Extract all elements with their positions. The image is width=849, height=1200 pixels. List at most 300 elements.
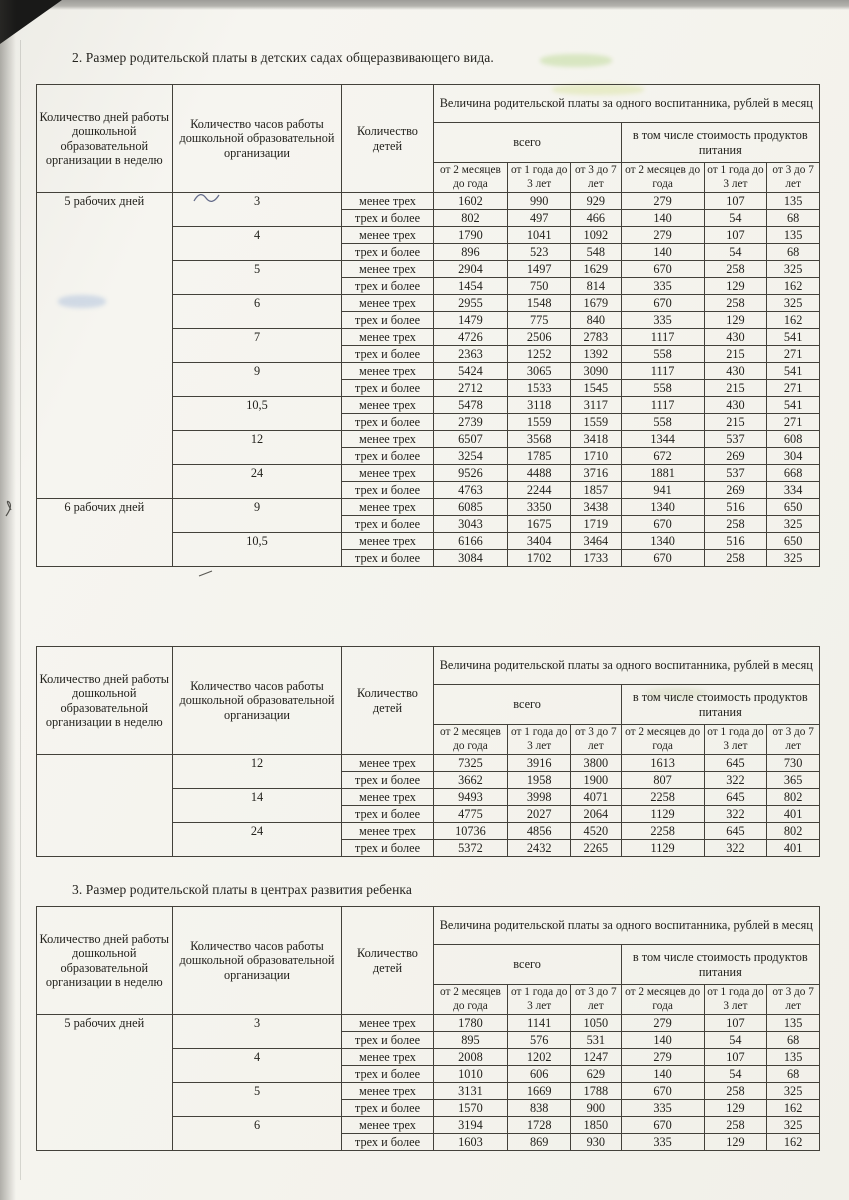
children-count-cell: менее трех	[342, 1049, 433, 1066]
value-cell: 670	[621, 1083, 704, 1100]
value-cell: 541	[767, 397, 820, 414]
value-cell: 162	[767, 1100, 820, 1117]
value-cell: 140	[621, 244, 704, 261]
value-cell: 1392	[571, 346, 622, 363]
header-age-1-3: от 1 года до 3 лет	[508, 725, 571, 755]
header-age-0-1: от 2 месяцев до года	[621, 985, 704, 1015]
header-hours: Количество часов работы дошкольной образовательной организации	[172, 85, 342, 193]
value-cell: 6507	[433, 431, 508, 448]
header-days: Количество дней работы дошкольной образовательной организации в неделю	[37, 85, 173, 193]
table-row	[37, 499, 820, 516]
value-cell: 1788	[571, 1083, 622, 1100]
value-cell: 1785	[508, 448, 571, 465]
value-cell: 334	[767, 482, 820, 499]
value-cell: 1041	[508, 227, 571, 244]
value-cell: 1129	[621, 806, 704, 823]
value-cell: 802	[767, 789, 820, 806]
value-cell: 2244	[508, 482, 571, 499]
value-cell: 258	[704, 1083, 767, 1100]
header-payment: Величина родительской платы за одного воспитанника, рублей в месяц	[433, 907, 819, 945]
value-cell: 5478	[433, 397, 508, 414]
children-count-cell: менее трех	[342, 295, 433, 312]
value-cell: 3084	[433, 550, 508, 567]
value-cell: 1728	[508, 1117, 571, 1134]
value-cell: 107	[704, 1049, 767, 1066]
hours-cell: 10,5	[172, 533, 342, 567]
hours-cell: 9	[172, 499, 342, 533]
value-cell: 672	[621, 448, 704, 465]
hours-cell: 5	[172, 261, 342, 295]
value-cell: 135	[767, 227, 820, 244]
value-cell: 9526	[433, 465, 508, 482]
days-cell: 5 рабочих дней	[37, 1015, 173, 1151]
hours-cell: 5	[172, 1083, 342, 1117]
value-cell: 1790	[433, 227, 508, 244]
header-hours: Количество часов работы дошкольной образовательной организации	[172, 907, 342, 1015]
rates-table-continuation	[36, 646, 820, 857]
value-cell: 1603	[433, 1134, 508, 1151]
value-cell: 2258	[621, 789, 704, 806]
value-cell: 3194	[433, 1117, 508, 1134]
value-cell: 838	[508, 1100, 571, 1117]
header-age-3-7: от 3 до 7 лет	[767, 985, 820, 1015]
value-cell: 3131	[433, 1083, 508, 1100]
value-cell: 3118	[508, 397, 571, 414]
value-cell: 325	[767, 1083, 820, 1100]
value-cell: 606	[508, 1066, 571, 1083]
value-cell: 5424	[433, 363, 508, 380]
value-cell: 3350	[508, 499, 571, 516]
value-cell: 2258	[621, 823, 704, 840]
value-cell: 645	[704, 789, 767, 806]
value-cell: 1202	[508, 1049, 571, 1066]
value-cell: 279	[621, 1049, 704, 1066]
value-cell: 1344	[621, 431, 704, 448]
header-hours: Количество часов работы дошкольной образовательной организации	[172, 647, 342, 755]
children-count-cell: трех и более	[342, 1134, 433, 1151]
header-age-0-1: от 2 месяцев до года	[621, 163, 704, 193]
value-cell: 335	[621, 278, 704, 295]
value-cell: 271	[767, 414, 820, 431]
value-cell: 1559	[571, 414, 622, 431]
children-count-cell: менее трех	[342, 465, 433, 482]
value-cell: 54	[704, 1066, 767, 1083]
value-cell: 1857	[571, 482, 622, 499]
value-cell: 2027	[508, 806, 571, 823]
hours-cell: 4	[172, 1049, 342, 1083]
header-age-0-1: от 2 месяцев до года	[621, 725, 704, 755]
value-cell: 129	[704, 312, 767, 329]
children-count-cell: трех и более	[342, 840, 433, 857]
value-cell: 258	[704, 261, 767, 278]
value-cell: 895	[433, 1032, 508, 1049]
header-children: Количество детей	[342, 647, 433, 755]
value-cell: 3254	[433, 448, 508, 465]
value-cell: 645	[704, 823, 767, 840]
children-count-cell: менее трех	[342, 193, 433, 210]
value-cell: 3662	[433, 772, 508, 789]
value-cell: 668	[767, 465, 820, 482]
value-cell: 269	[704, 448, 767, 465]
value-cell: 558	[621, 414, 704, 431]
value-cell: 54	[704, 210, 767, 227]
children-count-cell: трех и более	[342, 210, 433, 227]
value-cell: 1117	[621, 329, 704, 346]
value-cell: 670	[621, 295, 704, 312]
table-row	[37, 755, 820, 772]
header-age-0-1: от 2 месяцев до года	[433, 725, 508, 755]
section-2-title: 2. Размер родительской платы в детских садах общеразвивающего вида.	[72, 50, 494, 65]
value-cell: 1092	[571, 227, 622, 244]
value-cell: 576	[508, 1032, 571, 1049]
value-cell: 1675	[508, 516, 571, 533]
value-cell: 941	[621, 482, 704, 499]
value-cell: 107	[704, 1015, 767, 1032]
children-count-cell: менее трех	[342, 227, 433, 244]
value-cell: 215	[704, 414, 767, 431]
value-cell: 430	[704, 329, 767, 346]
value-cell: 1669	[508, 1083, 571, 1100]
header-age-1-3: от 1 года до 3 лет	[704, 725, 767, 755]
value-cell: 1881	[621, 465, 704, 482]
value-cell: 140	[621, 1032, 704, 1049]
value-cell: 3090	[571, 363, 622, 380]
value-cell: 2904	[433, 261, 508, 278]
value-cell: 1479	[433, 312, 508, 329]
value-cell: 9493	[433, 789, 508, 806]
header-age-3-7: от 3 до 7 лет	[767, 163, 820, 193]
scanner-edge-band	[0, 0, 849, 10]
value-cell: 3716	[571, 465, 622, 482]
value-cell: 54	[704, 1032, 767, 1049]
pen-mark-icon	[198, 565, 214, 583]
value-cell: 279	[621, 227, 704, 244]
value-cell: 4726	[433, 329, 508, 346]
value-cell: 325	[767, 261, 820, 278]
value-cell: 3043	[433, 516, 508, 533]
value-cell: 516	[704, 533, 767, 550]
value-cell: 4856	[508, 823, 571, 840]
value-cell: 930	[571, 1134, 622, 1151]
value-cell: 1719	[571, 516, 622, 533]
children-count-cell: менее трех	[342, 397, 433, 414]
value-cell: 1900	[571, 772, 622, 789]
value-cell: 896	[433, 244, 508, 261]
value-cell: 6166	[433, 533, 508, 550]
children-count-cell: трех и более	[342, 1066, 433, 1083]
value-cell: 814	[571, 278, 622, 295]
value-cell: 1117	[621, 363, 704, 380]
value-cell: 802	[433, 210, 508, 227]
value-cell: 4775	[433, 806, 508, 823]
value-cell: 3800	[571, 755, 622, 772]
header-food: в том числе стоимость продуктов питания	[621, 685, 819, 725]
value-cell: 271	[767, 346, 820, 363]
value-cell: 670	[621, 1117, 704, 1134]
children-count-cell: трех и более	[342, 482, 433, 499]
value-cell: 215	[704, 380, 767, 397]
children-count-cell: менее трех	[342, 533, 433, 550]
hours-cell: 12	[172, 431, 342, 465]
value-cell: 322	[704, 840, 767, 857]
value-cell: 5372	[433, 840, 508, 857]
value-cell: 135	[767, 1015, 820, 1032]
section-3-title: 3. Размер родительской платы в центрах развития ребенка	[72, 882, 412, 897]
value-cell: 650	[767, 499, 820, 516]
value-cell: 775	[508, 312, 571, 329]
value-cell: 750	[508, 278, 571, 295]
hours-cell: 24	[172, 465, 342, 499]
value-cell: 325	[767, 1117, 820, 1134]
value-cell: 4071	[571, 789, 622, 806]
value-cell: 523	[508, 244, 571, 261]
value-cell: 2008	[433, 1049, 508, 1066]
children-count-cell: трех и более	[342, 346, 433, 363]
header-days: Количество дней работы дошкольной образовательной организации в неделю	[37, 647, 173, 755]
value-cell: 279	[621, 1015, 704, 1032]
hours-cell: 7	[172, 329, 342, 363]
table-row	[37, 1015, 820, 1032]
value-cell: 304	[767, 448, 820, 465]
header-age-1-3: от 1 года до 3 лет	[508, 985, 571, 1015]
value-cell: 269	[704, 482, 767, 499]
value-cell: 335	[621, 1100, 704, 1117]
children-count-cell: трех и более	[342, 806, 433, 823]
header-age-3-7: от 3 до 7 лет	[571, 163, 622, 193]
value-cell: 107	[704, 227, 767, 244]
value-cell: 135	[767, 1049, 820, 1066]
value-cell: 68	[767, 244, 820, 261]
header-total: всего	[433, 685, 621, 725]
value-cell: 140	[621, 210, 704, 227]
value-cell: 107	[704, 193, 767, 210]
value-cell: 730	[767, 755, 820, 772]
value-cell: 2265	[571, 840, 622, 857]
value-cell: 558	[621, 380, 704, 397]
value-cell: 430	[704, 363, 767, 380]
value-cell: 629	[571, 1066, 622, 1083]
hours-cell: 14	[172, 789, 342, 823]
header-age-0-1: от 2 месяцев до года	[433, 163, 508, 193]
value-cell: 869	[508, 1134, 571, 1151]
value-cell: 322	[704, 772, 767, 789]
header-children: Количество детей	[342, 85, 433, 193]
value-cell: 68	[767, 1066, 820, 1083]
children-count-cell: трех и более	[342, 516, 433, 533]
value-cell: 670	[621, 261, 704, 278]
value-cell: 325	[767, 550, 820, 567]
value-cell: 3065	[508, 363, 571, 380]
value-cell: 4763	[433, 482, 508, 499]
header-days: Количество дней работы дошкольной образовательной организации в неделю	[37, 907, 173, 1015]
hours-cell: 6	[172, 295, 342, 329]
hours-cell: 10,5	[172, 397, 342, 431]
value-cell: 1340	[621, 499, 704, 516]
value-cell: 215	[704, 346, 767, 363]
value-cell: 1454	[433, 278, 508, 295]
value-cell: 2712	[433, 380, 508, 397]
value-cell: 900	[571, 1100, 622, 1117]
value-cell: 466	[571, 210, 622, 227]
children-count-cell: менее трех	[342, 1015, 433, 1032]
value-cell: 670	[621, 550, 704, 567]
header-age-3-7: от 3 до 7 лет	[767, 725, 820, 755]
value-cell: 140	[621, 1066, 704, 1083]
hours-cell: 3	[172, 1015, 342, 1049]
header-age-1-3: от 1 года до 3 лет	[704, 985, 767, 1015]
scan-left-shadow	[0, 0, 16, 1200]
header-age-3-7: от 3 до 7 лет	[571, 725, 622, 755]
value-cell: 325	[767, 295, 820, 312]
value-cell: 335	[621, 1134, 704, 1151]
header-payment: Величина родительской платы за одного воспитанника, рублей в месяц	[433, 647, 819, 685]
value-cell: 365	[767, 772, 820, 789]
value-cell: 68	[767, 210, 820, 227]
value-cell: 990	[508, 193, 571, 210]
value-cell: 531	[571, 1032, 622, 1049]
header-age-1-3: от 1 года до 3 лет	[508, 163, 571, 193]
value-cell: 335	[621, 312, 704, 329]
value-cell: 6085	[433, 499, 508, 516]
children-count-cell: менее трех	[342, 261, 433, 278]
hours-cell: 3	[172, 193, 342, 227]
value-cell: 135	[767, 193, 820, 210]
header-food: в том числе стоимость продуктов питания	[621, 945, 819, 985]
value-cell: 4520	[571, 823, 622, 840]
children-count-cell: трех и более	[342, 380, 433, 397]
value-cell: 401	[767, 806, 820, 823]
value-cell: 1050	[571, 1015, 622, 1032]
children-count-cell: трех и более	[342, 1100, 433, 1117]
value-cell: 537	[704, 431, 767, 448]
paper-fold-line	[20, 40, 21, 1180]
value-cell: 162	[767, 278, 820, 295]
value-cell: 516	[704, 499, 767, 516]
value-cell: 608	[767, 431, 820, 448]
value-cell: 3117	[571, 397, 622, 414]
header-total: всего	[433, 123, 621, 163]
value-cell: 3418	[571, 431, 622, 448]
children-count-cell: менее трех	[342, 789, 433, 806]
value-cell: 1340	[621, 533, 704, 550]
value-cell: 1629	[571, 261, 622, 278]
children-count-cell: трех и более	[342, 312, 433, 329]
value-cell: 3916	[508, 755, 571, 772]
value-cell: 537	[704, 465, 767, 482]
children-count-cell: менее трех	[342, 431, 433, 448]
value-cell: 802	[767, 823, 820, 840]
value-cell: 541	[767, 363, 820, 380]
value-cell: 68	[767, 1032, 820, 1049]
value-cell: 1548	[508, 295, 571, 312]
children-count-cell: менее трех	[342, 329, 433, 346]
children-count-cell: трех и более	[342, 448, 433, 465]
header-payment: Величина родительской платы за одного воспитанника, рублей в месяц	[433, 85, 819, 123]
header-age-0-1: от 2 месяцев до года	[433, 985, 508, 1015]
value-cell: 645	[704, 755, 767, 772]
days-cell: 5 рабочих дней	[37, 193, 173, 499]
value-cell: 10736	[433, 823, 508, 840]
children-count-cell: трех и более	[342, 244, 433, 261]
rates-table-kindergarten	[36, 84, 820, 567]
header-age-3-7: от 3 до 7 лет	[571, 985, 622, 1015]
ink-bleedthrough-mark	[540, 54, 612, 67]
value-cell: 1733	[571, 550, 622, 567]
value-cell: 129	[704, 1134, 767, 1151]
value-cell: 1780	[433, 1015, 508, 1032]
children-count-cell: менее трех	[342, 755, 433, 772]
value-cell: 2506	[508, 329, 571, 346]
days-cell: 6 рабочих дней	[37, 499, 173, 567]
children-count-cell: трех и более	[342, 550, 433, 567]
table-body	[37, 193, 820, 567]
value-cell: 258	[704, 1117, 767, 1134]
value-cell: 1602	[433, 193, 508, 210]
value-cell: 3438	[571, 499, 622, 516]
value-cell: 258	[704, 550, 767, 567]
value-cell: 1559	[508, 414, 571, 431]
value-cell: 840	[571, 312, 622, 329]
value-cell: 1545	[571, 380, 622, 397]
header-age-1-3: от 1 года до 3 лет	[704, 163, 767, 193]
children-count-cell: трех и более	[342, 1032, 433, 1049]
children-count-cell: менее трех	[342, 1083, 433, 1100]
value-cell: 1702	[508, 550, 571, 567]
table-row	[37, 193, 820, 210]
header-children: Количество детей	[342, 907, 433, 1015]
value-cell: 2955	[433, 295, 508, 312]
children-count-cell: менее трех	[342, 499, 433, 516]
value-cell: 1010	[433, 1066, 508, 1083]
value-cell: 129	[704, 278, 767, 295]
value-cell: 3998	[508, 789, 571, 806]
value-cell: 541	[767, 329, 820, 346]
value-cell: 54	[704, 244, 767, 261]
value-cell: 1570	[433, 1100, 508, 1117]
children-count-cell: трех и более	[342, 414, 433, 431]
value-cell: 1497	[508, 261, 571, 278]
value-cell: 2064	[571, 806, 622, 823]
value-cell: 3464	[571, 533, 622, 550]
children-count-cell: менее трех	[342, 1117, 433, 1134]
value-cell: 1141	[508, 1015, 571, 1032]
value-cell: 7325	[433, 755, 508, 772]
value-cell: 1533	[508, 380, 571, 397]
header-food: в том числе стоимость продуктов питания	[621, 123, 819, 163]
value-cell: 3404	[508, 533, 571, 550]
value-cell: 3568	[508, 431, 571, 448]
value-cell: 4488	[508, 465, 571, 482]
hours-cell: 6	[172, 1117, 342, 1151]
value-cell: 1958	[508, 772, 571, 789]
value-cell: 558	[621, 346, 704, 363]
value-cell: 1247	[571, 1049, 622, 1066]
value-cell: 279	[621, 193, 704, 210]
value-cell: 670	[621, 516, 704, 533]
value-cell: 1613	[621, 755, 704, 772]
hours-cell: 12	[172, 755, 342, 789]
value-cell: 1117	[621, 397, 704, 414]
value-cell: 2432	[508, 840, 571, 857]
hours-cell: 24	[172, 823, 342, 857]
children-count-cell: менее трех	[342, 823, 433, 840]
value-cell: 1129	[621, 840, 704, 857]
hours-cell: 4	[172, 227, 342, 261]
header-total: всего	[433, 945, 621, 985]
value-cell: 271	[767, 380, 820, 397]
children-count-cell: трех и более	[342, 772, 433, 789]
value-cell: 325	[767, 516, 820, 533]
